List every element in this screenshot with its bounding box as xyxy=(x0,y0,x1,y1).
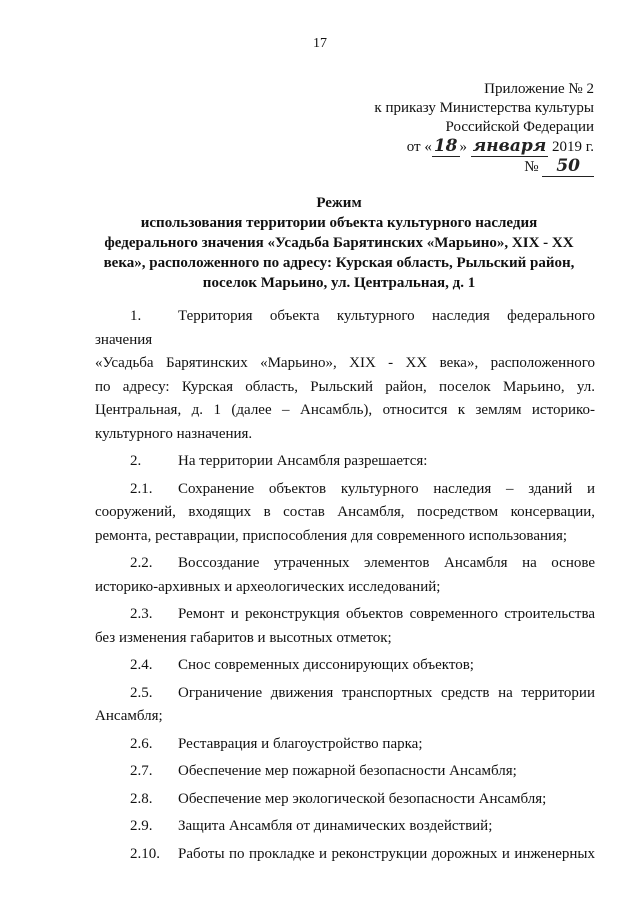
handwritten-number: 50 xyxy=(542,156,594,177)
clause-2-8: 2.8. Обеспечение мер экологической безопасности Ансамбля; xyxy=(130,790,547,807)
clause-2-6: 2.6. Реставрация и благоустройство парка; xyxy=(130,735,423,752)
clause-2-1: 2.1. Сохранение объектов культурного наследия – зданий и сооружений, входящих в состав Ансамбля, посредством консервации, ремонта, реставрации, приспособления для современного использования; xyxy=(95,480,595,544)
handwritten-day: 18 xyxy=(433,136,458,156)
document-body xyxy=(95,305,595,866)
title-line: века», расположенного по адресу: Курская область, Рыльский район, xyxy=(103,255,575,271)
clause-2-5: 2.5. Ограничение движения транспортных средств на территории Ансамбля; xyxy=(95,684,595,724)
clause-2-4: 2.4. Снос современных диссонирующих объектов; xyxy=(130,657,474,673)
annex-date: от « 18 » января 2019 г. xyxy=(406,136,594,156)
annex-title: Приложение № 2 xyxy=(484,81,594,97)
clause-2: 2. На территории Ансамбля разрешается: xyxy=(130,453,428,469)
clause-1: 1. Территория объекта культурного наследия федерального значения «Усадьба Барятинских «Марьино», XIX - XX века», расположенного по адресу: Курская область, Рыльский район, поселок Марьино, ул. Центральная, д. 1 (далее – Ансамбль), относится к землям историко- культурного назначения. xyxy=(95,308,595,442)
handwritten-month: января xyxy=(472,136,547,156)
title-line: федерального значения «Усадьба Барятинских «Марьино», XIX - XX xyxy=(104,235,574,251)
annex-number: № 50 xyxy=(264,157,594,177)
title-line: поселок Марьино, ул. Центральная, д. 1 xyxy=(202,275,476,291)
clause-2-9: 2.9. Защита Ансамбля от динамических воздействий; xyxy=(130,818,493,834)
page-number: 17 xyxy=(313,36,327,51)
annex-order-ref: к приказу Министерства культуры xyxy=(374,100,594,116)
title-line: Режим xyxy=(316,195,362,211)
title-line: использования территории объекта культурного наследия xyxy=(140,215,538,231)
clause-2-7: 2.7. Обеспечение мер пожарной безопасности Ансамбля; xyxy=(130,763,517,779)
clause-2-10: 2.10. Работы по прокладке и реконструкции дорожных и инженерных xyxy=(130,845,595,862)
document-title xyxy=(84,193,594,293)
clause-2-2: 2.2. Воссоздание утраченных элементов Ансамбля на основе историко-архивных и археологических исследований; xyxy=(95,555,595,595)
annex-ministry: Российской Федерации xyxy=(445,119,594,135)
clause-2-3: 2.3. Ремонт и реконструкция объектов современного строительства без изменения габаритов и высотных отметок; xyxy=(95,606,595,646)
annex-header xyxy=(264,80,594,177)
